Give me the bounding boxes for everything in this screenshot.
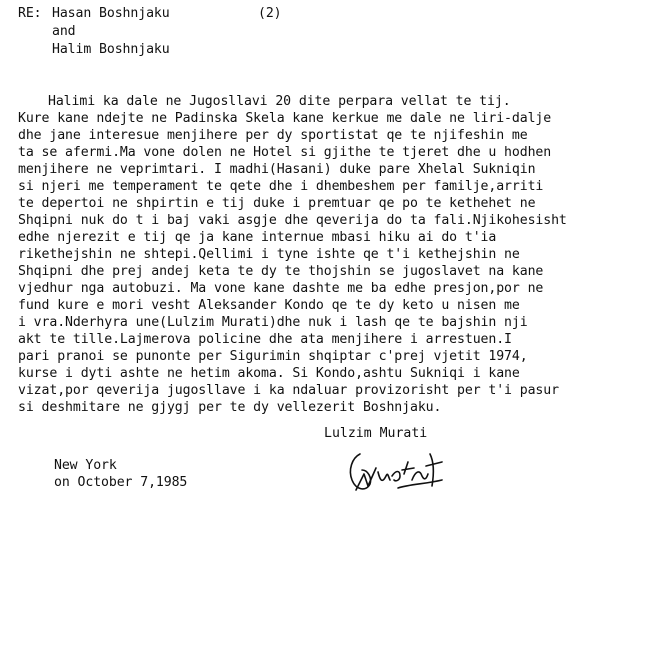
body-line: rikethejshin ne shtepi.Qellimi i tyne ishte qe t'i kethejshin ne — [18, 247, 520, 262]
body-line: vizat,por qeverija jugosllave i ka ndaluar provizorisht per t'i pasur — [18, 383, 559, 398]
body-line: i vra.Nderhyra une(Lulzim Murati)dhe nuk i lash qe te bajshin nji — [18, 315, 528, 330]
body-line: te depertoi ne shpirtin e tij duke i premtuar qe po te kethehet ne — [18, 196, 536, 211]
subject-name-1: Hasan Boshnjaku — [52, 6, 170, 21]
page-number: (2) — [258, 6, 282, 21]
body-line: si njeri me temperament te qete dhe i dhembeshem per familje,arriti — [18, 179, 544, 194]
body-line: Kure kane ndejte ne Padinska Skela kane kerkue me dale ne liri-dalje — [18, 111, 552, 126]
body-line: Halimi ka dale ne Jugosllavi 20 dite perpara vellat te tij. — [48, 94, 511, 109]
body-line: kurse i dyti ashte ne hetim akoma. Si Kondo,ashtu Sukniqi i kane — [18, 366, 520, 381]
and-word: and — [52, 24, 76, 39]
body-line: pari pranoi se punonte per Sigurimin shqiptar c'prej vjetit 1974, — [18, 349, 528, 364]
signatory-name: Lulzim Murati — [324, 426, 428, 441]
place: New York — [54, 458, 117, 473]
handwritten-signature — [338, 440, 458, 500]
body-line: si deshmitare ne gjygj per te dy vellezerit Boshnjaku. — [18, 400, 442, 415]
body-line: Shqipni dhe prej andej keta te dy te thojshin se jugoslavet na kane — [18, 264, 544, 279]
body-line: ta se afermi.Ma vone dolen ne Hotel si gjithe te tjeret dhe u hodhen — [18, 145, 552, 160]
re-label: RE: — [18, 6, 42, 21]
date: on October 7,1985 — [54, 475, 188, 490]
body-line: vjedhur nga autobuzi. Ma vone kane dashte me ba edhe presjon,por ne — [18, 281, 544, 296]
body-line: menjihere ne veprimtari. I madhi(Hasani) duke pare Xhelal Sukniqin — [18, 162, 536, 177]
body-line: dhe jane interesue menjihere per dy sportistat qe te njifeshin me — [18, 128, 528, 143]
subject-name-2: Halim Boshnjaku — [52, 42, 170, 57]
body-line: akt te tille.Lajmerova policine dhe ata menjihere i arrestuen.I — [18, 332, 512, 347]
body-line: edhe njerezit e tij qe ja kane internue mbasi hiku ai do t'ia — [18, 230, 497, 245]
body-line: Shqipni nuk do t i baj vaki asgje dhe qeverija do ta fali.Njikohesisht — [18, 213, 567, 228]
body-line: fund kure e mori vesht Aleksander Kondo qe te dy keto u nisen me — [18, 298, 520, 313]
